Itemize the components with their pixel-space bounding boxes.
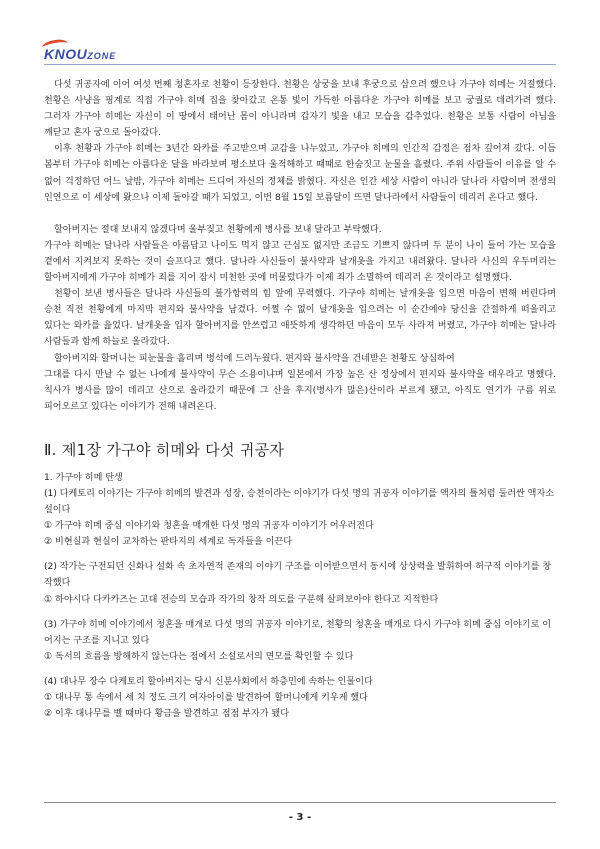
story-paragraph-1: 할아버지는 절대 보내지 않겠다며 울부짖고 천황에게 병사를 보내 달라고 부탁했다.	[54, 224, 382, 235]
outline-point: ① 가구야 히메 중심 이야기와 청혼을 매개한 다섯 명의 귀공자 이야기가 어우러진다	[44, 521, 374, 532]
paragraph-gap	[44, 206, 556, 222]
outline-point: ① 독서의 흐름을 방해하지 않는다는 점에서 소설로서의 면모를 확인할 수 있다	[44, 651, 354, 662]
outline-lead: (4) 대나무 장수 다케토리 할아버지는 당시 신분사회에서 하층민에 속하는 인물이다	[44, 676, 373, 687]
outline-point: ② 이후 대나무를 벨 때마다 황금을 발견하고 점점 부자가 됐다	[44, 709, 289, 720]
logo-main: KNOU	[44, 46, 88, 62]
story-paragraph-3: 천황이 보낸 병사들은 달나라 사신들의 불가항력의 힘 앞에 무력했다. 가구야 히메는 날개옷을 입으면 마음이 변해 버린다며 승천 직전 천황에게 마지막 편지와 불사약을 남겼다. 어쩔 수 없이 날개옷을 입으려는 이 순간에야 당신을 간절하게 떠올리고 있다는 와카를 읊었다. 날개옷을 입자 할아버지를 안쓰럽고 애뜻하게 생각하던 마음이 모두 사라져 버렸고, 가구야 히메는 달나라 사람들과 함께 하늘로 올라갔다.	[44, 289, 556, 348]
logo-sub: ZONE	[87, 51, 117, 61]
outline-lead: (2) 작가는 구전되던 신화나 설화 속 초자연적 존재의 이야기 구조를 이어받으면서 동시에 상상력을 발휘하여 허구적 이야기를 창작했다	[44, 562, 552, 589]
outline-block-2	[44, 559, 556, 607]
story-paragraph-2: 가구야 히메는 달나라 사람들은 아름답고 나이도 먹지 않고 근심도 없지만 조금도 기쁘지 않다며 두 분이 나이 들어 가는 모습을 곁에서 지켜보지 못하는 것이 슬프다고 했다. 달나라 사신들이 불사약과 날개옷을 가지고 내려왔다. 달나라 사신의 우두머리는 할아버지에게 가구야 히메가 죄를 지어 잠시 미천한 곳에 머물렀다가 이제 죄가 소멸하여 데리러 온 것이라고 설명했다.	[44, 240, 556, 284]
intro-paragraph-2: 이후 천황과 가구야 히메는 3년간 와카를 주고받으며 교감을 나누었고, 가구야 히메의 인간적 감정은 점차 깊어져 갔다. 이듬 봄부터 가구야 히메는 아름다운 달을 바라보며 평소보다 울적해하고 때때로 한숨짓고 눈물을 흘렸다. 주위 사람들이 이유를 알 수 없어 걱정하던 어느 날밤, 가구야 히메는 드디어 자신의 정체를 밝혔다. 자신은 인간 세상 사람이 아니라 달나라 사람이며 전생의 인연으로 이 세상에 왔으나 이제 돌아갈 때가 되었고, 이번 8월 15일 보름달이 뜨면 달나라에서 사람들이 데리러 온다고 했다.	[44, 144, 556, 203]
outline-point: ① 하야시다 다카카즈는 고대 전승의 모습과 작가의 창작 의도를 구분해 살펴보아야 한다고 지적한다	[44, 594, 439, 605]
section-gap	[44, 415, 556, 431]
outline-block-1	[44, 486, 556, 550]
intro-paragraph-1: 다섯 귀공자에 이어 여섯 번째 청혼자로 천황이 등장한다. 천황은 상궁을 보내 후궁으로 삼으려 했으나 가구야 히메는 거절했다. 천황은 사냥을 핑계로 직접 가구야 히메 집을 찾아갔고 온통 빛이 가득한 아름다운 가구야 히메를 보고 궁궐로 데려가려 했다. 그러자 가구야 히메는 자신이 이 땅에서 태어난 몸이 아니라며 갑자기 빛을 내고 모습을 감추었다. 천황은 보통 사람이 아님을 깨닫고 혼자 궁으로 돌아갔다.	[44, 80, 556, 139]
document-body	[44, 77, 556, 731]
outline-block-3	[44, 617, 556, 665]
page-number: - 3 -	[288, 812, 312, 823]
outline-point: ② 비현실과 현실이 교차하는 판타지의 세계로 독자들을 이끈다	[44, 537, 293, 548]
story-paragraph-4: 할아버지와 할머니는 피눈물을 흘리며 병석에 드러누웠다. 편지와 불사약을 건네받은 천황도 상심하여	[54, 353, 455, 364]
header-divider	[44, 64, 556, 65]
footer-divider	[44, 802, 556, 803]
page-header	[0, 0, 600, 72]
outline-point: ① 대나무 통 속에서 세 치 정도 크기 여자아이를 발견하여 할머니에게 키우게 했다	[44, 693, 368, 703]
knouzone-logo	[44, 46, 116, 64]
outline-lead: (3) 가구야 히메 이야기에서 청혼을 매개로 다섯 명의 귀공자 이야기로, 천황의 청혼을 매개로 다시 가구야 히메 중심 이야기로 이어지는 구조를 지니고 있다	[44, 619, 552, 646]
outline-block-4	[44, 674, 556, 722]
outline-lead: (1) 다케토리 이야기는 가구야 히메의 발견과 성장, 승천이라는 이야기가 다섯 명의 귀공자 이야기를 액자의 틀처럼 둘러싼 액자소설이다	[44, 488, 555, 516]
story-paragraph-5: 그대를 다시 만날 수 없는 나에게 불사약이 무슨 소용이냐며 일본에서 가장 높은 산 정상에서 편지와 불사약을 태우라고 명했다. 칙사가 병사를 많이 데리고 산으로 올라갔기 때문에 그 산을 후지(병사가 많은)산이라 부르게 됐고, 아직도 연기가 구름 위로 피어오르고 있다는 이야기가 전해 내려온다.	[44, 369, 556, 412]
section-subtitle: 1. 가구야 히메 탄생	[44, 472, 123, 483]
section-title: Ⅱ. 제1장 가구야 히메와 다섯 귀공자	[44, 440, 285, 459]
